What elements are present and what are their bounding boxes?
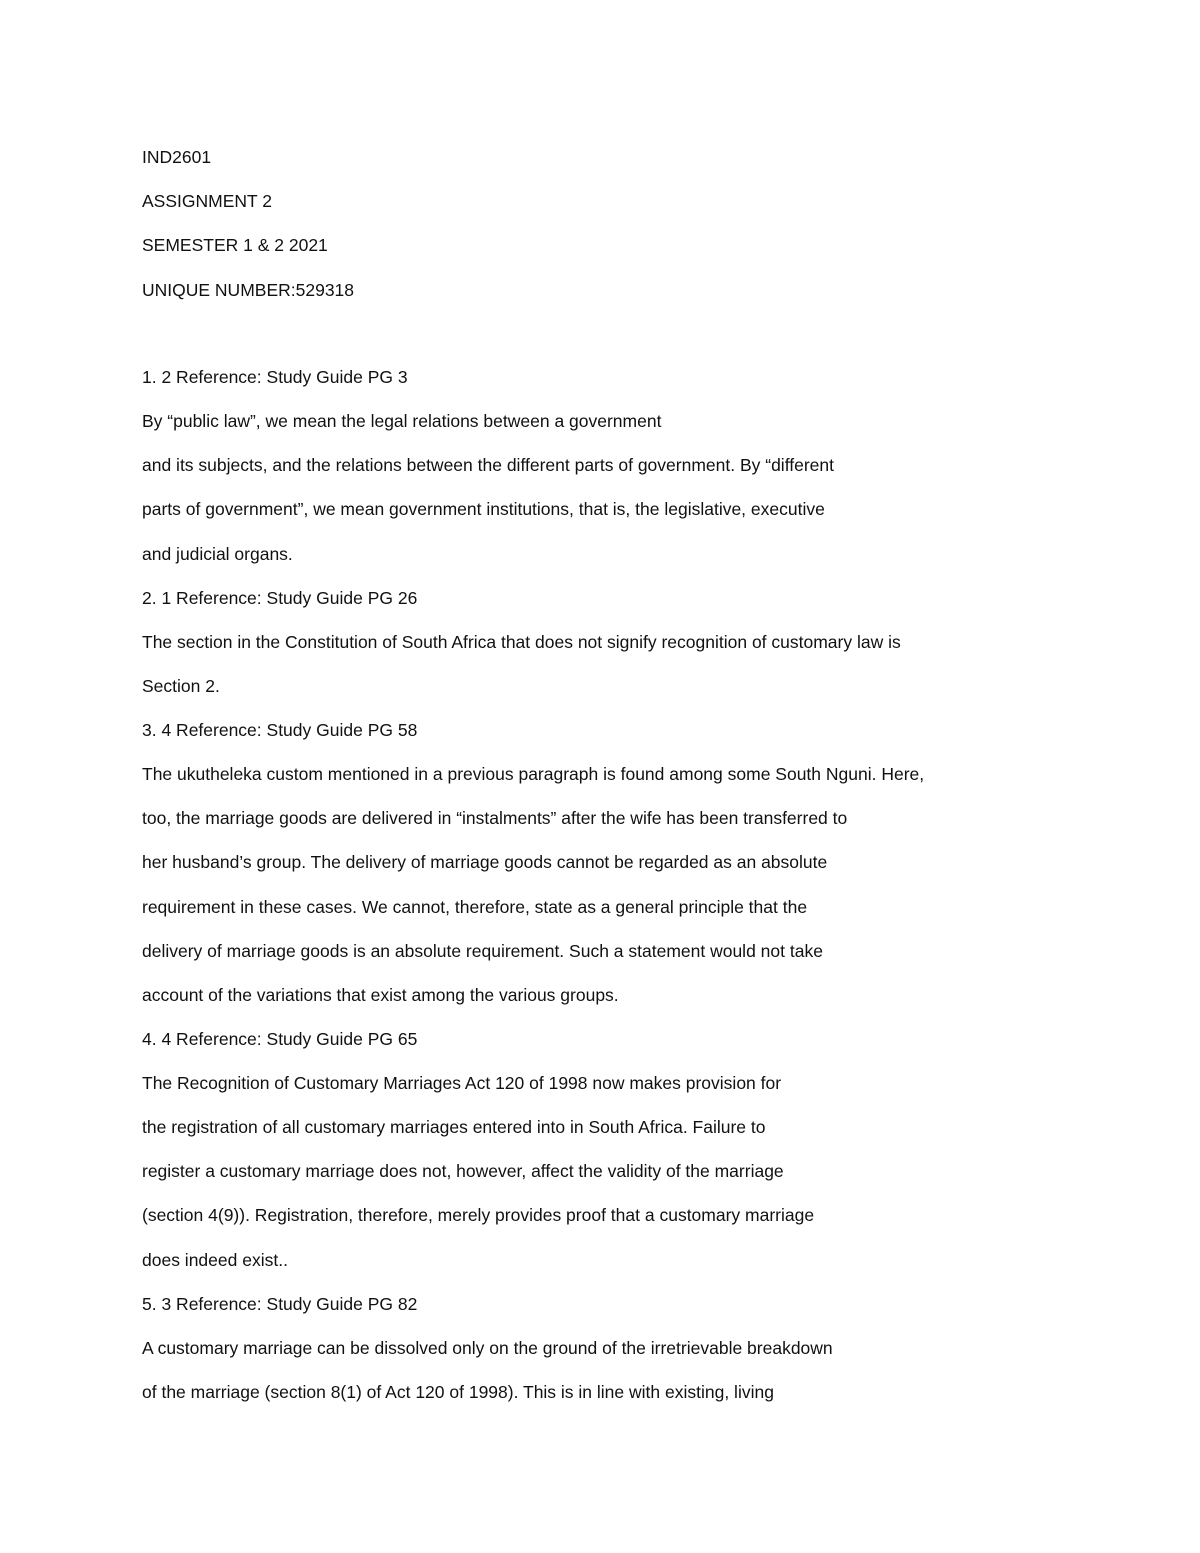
- answer-2-line: The section in the Constitution of South Africa that does not signify recognition of customary law is: [142, 632, 901, 652]
- answer-4-line: register a customary marriage does not, however, affect the validity of the marriage: [142, 1161, 784, 1181]
- answer-1-reference: 1. 2 Reference: Study Guide PG 3: [142, 367, 408, 387]
- answer-3-line: delivery of marriage goods is an absolute requirement. Such a statement would not take: [142, 941, 823, 961]
- answer-4-line: (section 4(9)). Registration, therefore, merely provides proof that a customary marriage: [142, 1205, 815, 1225]
- answer-5-reference: 5. 3 Reference: Study Guide PG 82: [142, 1294, 418, 1314]
- answer-5-line: of the marriage (section 8(1) of Act 120 of 1998). This is in line with existing, living: [142, 1382, 774, 1402]
- answer-3-line: account of the variations that exist among the various groups.: [142, 985, 619, 1005]
- answer-3-line: requirement in these cases. We cannot, therefore, state as a general principle that the: [142, 897, 808, 917]
- answer-4-line: The Recognition of Customary Marriages Act 120 of 1998 now makes provision for: [142, 1073, 782, 1093]
- answer-3-line: too, the marriage goods are delivered in “instalments” after the wife has been transferred to: [142, 808, 848, 828]
- answer-1-line: By “public law”, we mean the legal relations between a government: [142, 411, 662, 431]
- answer-1-line: and judicial organs.: [142, 544, 293, 564]
- course-code: IND2601: [142, 147, 212, 167]
- answer-1-line: parts of government”, we mean government institutions, that is, the legislative, executive: [142, 499, 825, 519]
- answer-4-reference: 4. 4 Reference: Study Guide PG 65: [142, 1029, 418, 1049]
- semester-line: SEMESTER 1 & 2 2021: [142, 235, 328, 255]
- answer-3-line: The ukutheleka custom mentioned in a previous paragraph is found among some South Nguni. Here,: [142, 764, 925, 784]
- answer-4-line: the registration of all customary marriages entered into in South Africa. Failure to: [142, 1117, 766, 1137]
- answer-5-line: A customary marriage can be dissolved only on the ground of the irretrievable breakdown: [142, 1338, 833, 1358]
- answer-1-line: and its subjects, and the relations between the different parts of government. By “different: [142, 455, 834, 475]
- answer-3-reference: 3. 4 Reference: Study Guide PG 58: [142, 720, 418, 740]
- unique-number: UNIQUE NUMBER:529318: [142, 280, 355, 300]
- answer-3-line: her husband’s group. The delivery of marriage goods cannot be regarded as an absolute: [142, 852, 828, 872]
- answer-2-line: Section 2.: [142, 676, 220, 696]
- assignment-title: ASSIGNMENT 2: [142, 191, 272, 211]
- answer-4-line: does indeed exist..: [142, 1250, 288, 1270]
- answer-2-reference: 2. 1 Reference: Study Guide PG 26: [142, 588, 418, 608]
